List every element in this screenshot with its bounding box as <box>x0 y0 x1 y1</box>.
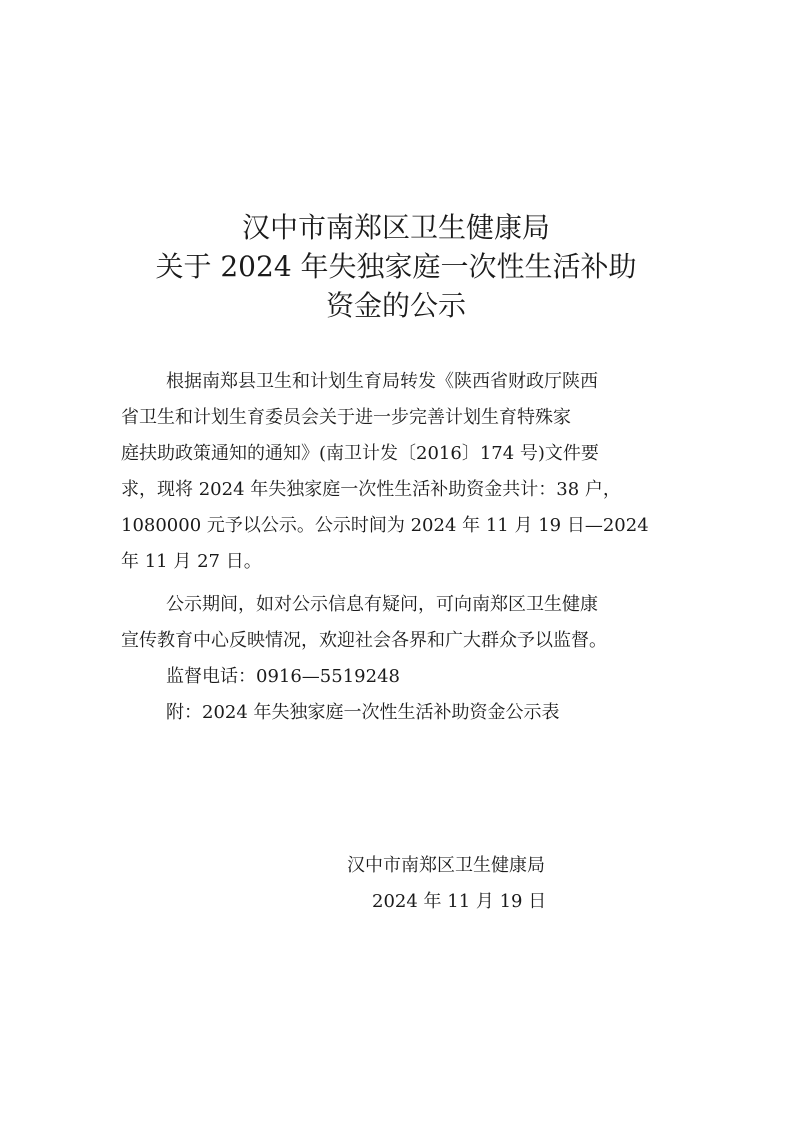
paragraph-1-line: 1080000 元予以公示。公示时间为 2024 年 11 月 19 日—2024 <box>121 515 649 536</box>
paragraph-2-line: 宣传教育中心反映情况，欢迎社会各界和广大群众予以监督。 <box>121 630 607 651</box>
notice-paragraph-2 <box>121 587 681 659</box>
title-line-2: 关于 2024 年失独家庭一次性生活补助 <box>155 250 637 283</box>
attachment-line: 附：2024 年失独家庭一次性生活补助资金公示表 <box>166 702 560 723</box>
title-line-1: 汉中市南郑区卫生健康局 <box>241 211 550 244</box>
signature-organization: 汉中市南郑区卫生健康局 <box>347 855 545 876</box>
paragraph-1-line: 求，现将 2024 年失独家庭一次性生活补助资金共计：38 户， <box>121 479 621 500</box>
paragraph-1-line: 省卫生和计划生育委员会关于进一步完善计划生育特殊家 <box>121 407 571 428</box>
phone-line: 监督电话：0916—5519248 <box>166 666 400 687</box>
paragraph-1-line: 庭扶助政策通知的通知》(南卫计发〔2016〕174 号)文件要 <box>121 443 599 464</box>
attachment-note <box>121 695 681 731</box>
title-line-3: 资金的公示 <box>325 289 466 322</box>
signature-date: 2024 年 11 月 19 日 <box>372 891 547 912</box>
paragraph-1-line: 年 11 月 27 日。 <box>121 551 262 572</box>
notice-paragraph-1 <box>121 364 681 580</box>
paragraph-1-line: 根据南郑县卫生和计划生育局转发《陕西省财政厅陕西 <box>166 371 598 392</box>
supervision-phone <box>121 659 681 695</box>
paragraph-2-line: 公示期间，如对公示信息有疑问，可向南郑区卫生健康 <box>166 594 598 615</box>
